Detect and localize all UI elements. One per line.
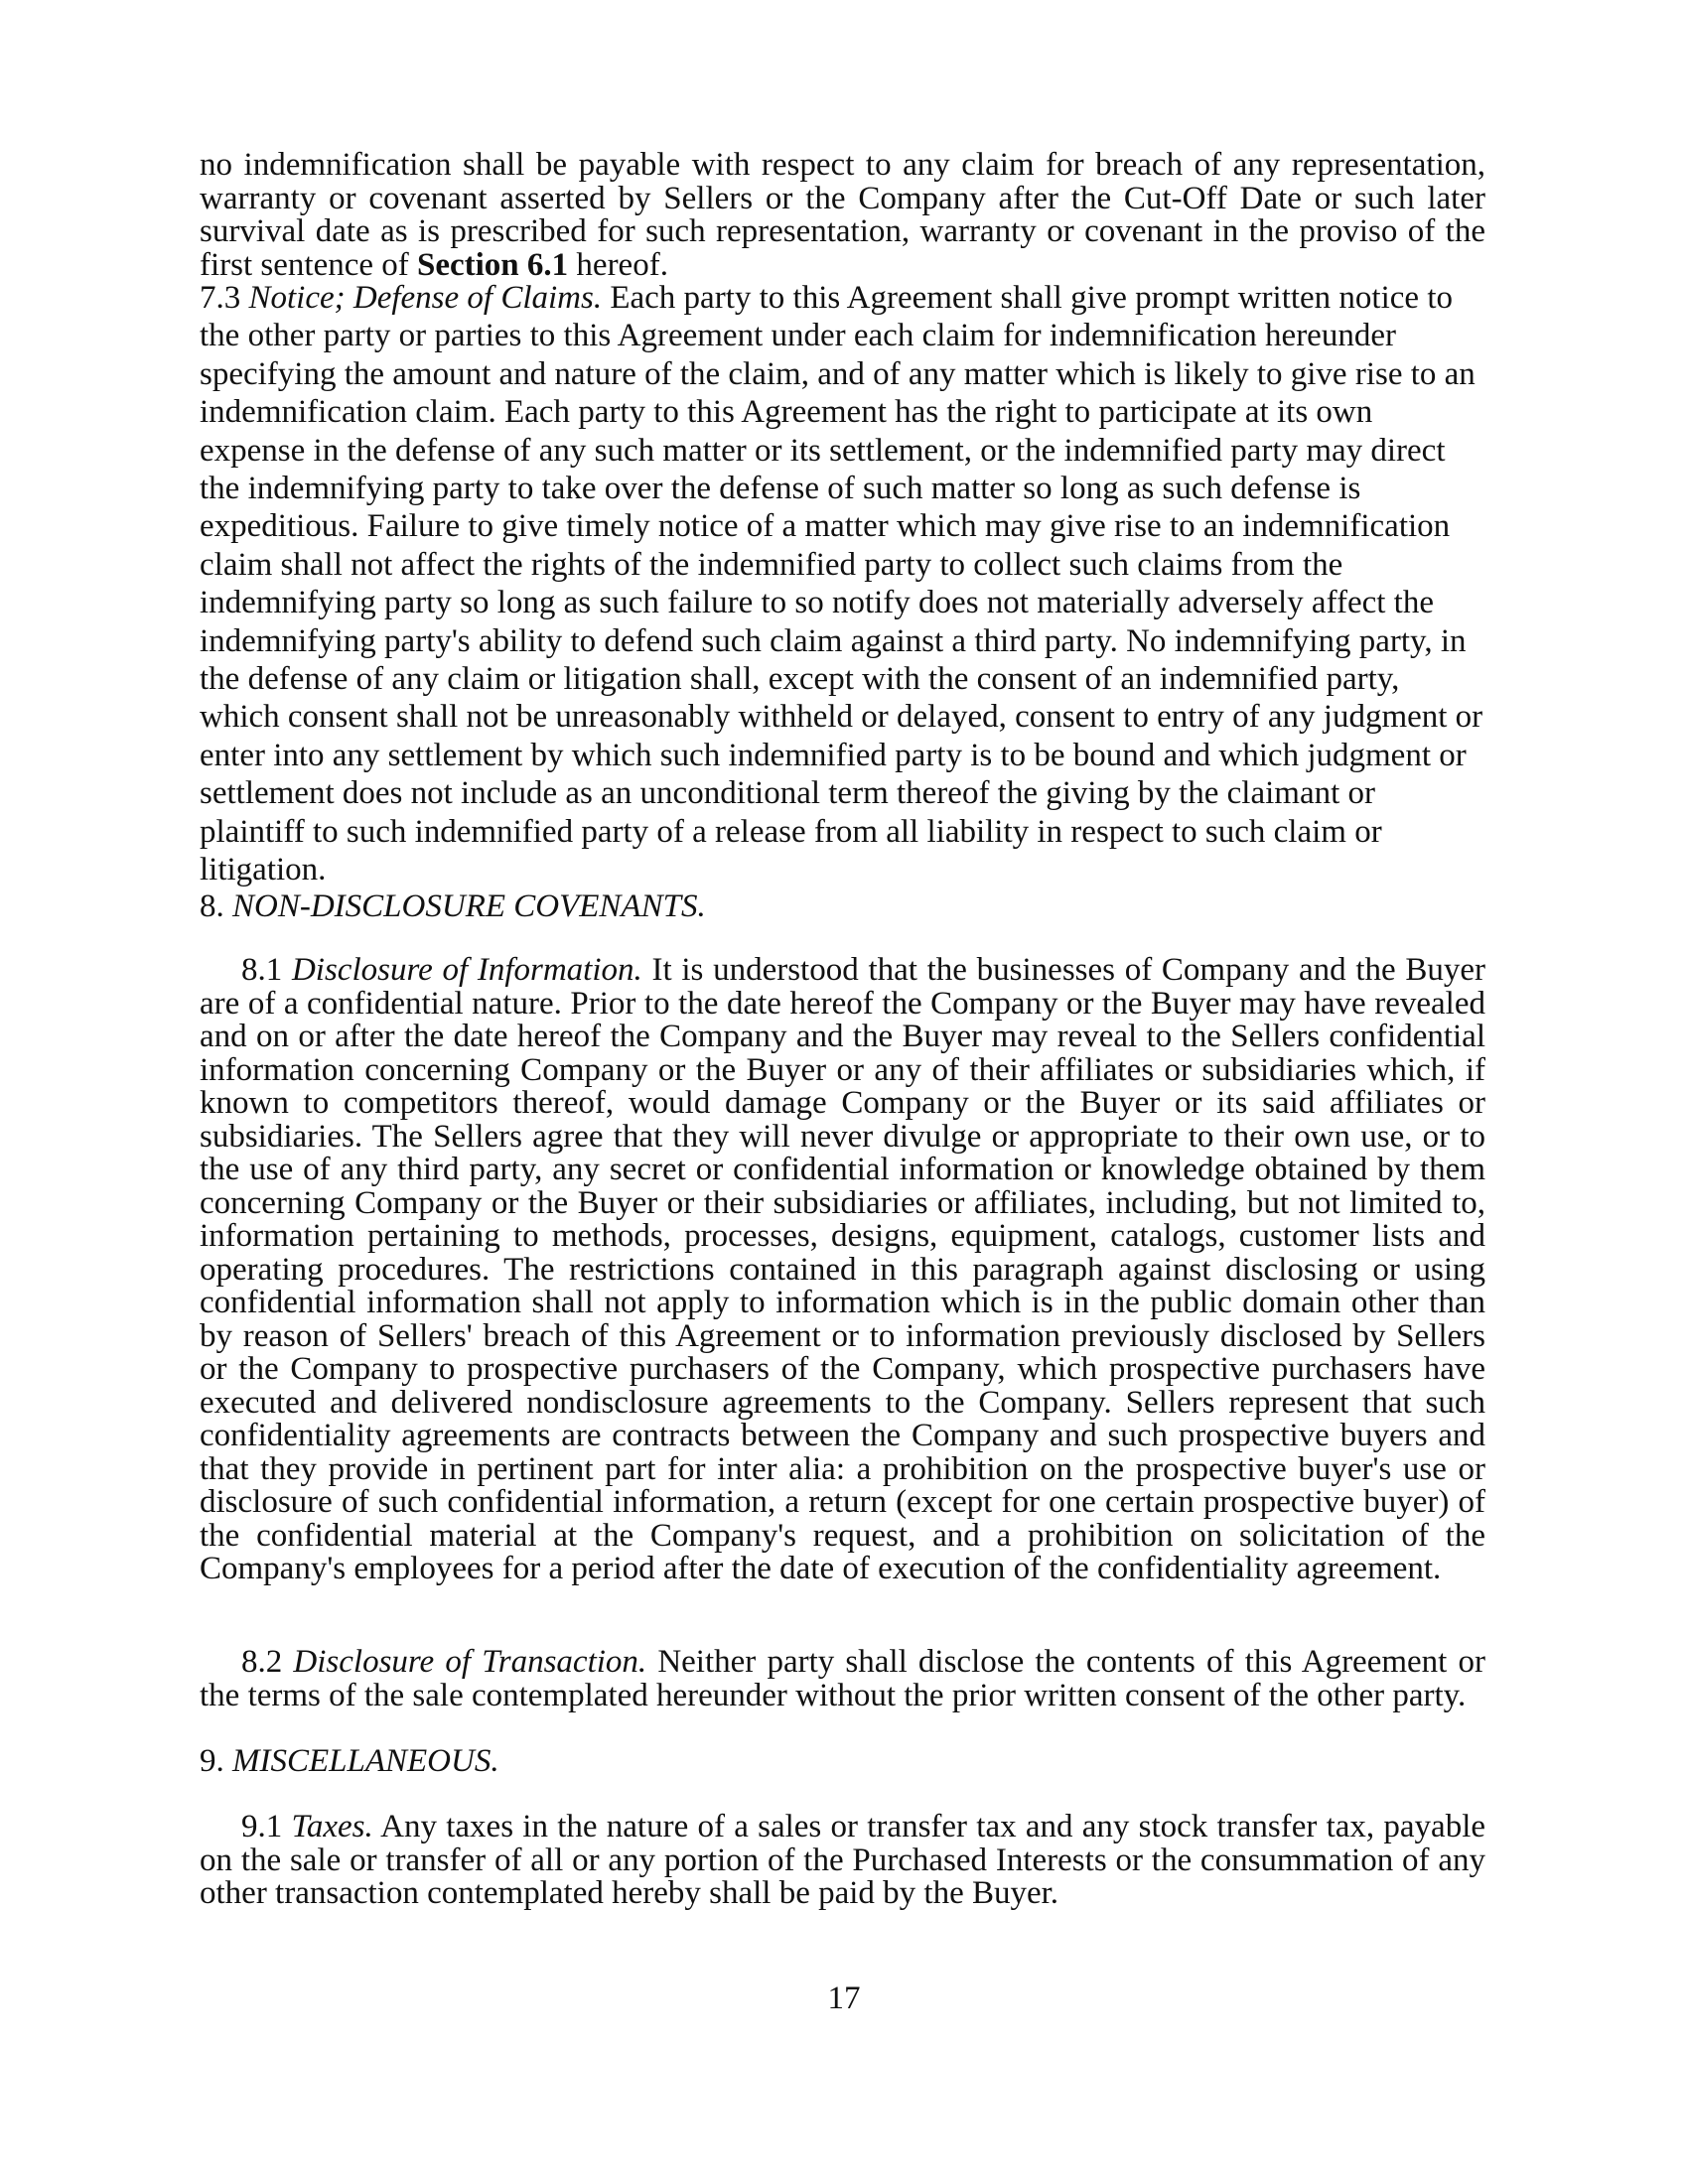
section-9-1-title: Taxes.: [291, 1809, 373, 1844]
section-8-1-body: It is understood that the businesses of Company and the Buyer are of a confidential nature. Prior to the date hereof the Company or the Buyer may have revealed and on or after the date hereof the Company and the Buyer may reveal to the Sellers confidential information concerning Company or the Buyer or any of their affiliates or subsidiaries which, if known to competitors thereof, would damage Company or the Buyer or its said affiliates or subsidiaries. The Sellers agree that they will never divulge or appropriate to their own use, or to the use of any third party, any secret or confidential information or knowledge obtained by them concerning Company or the Buyer or their subsidiaries or affiliates, including, but not limited to, information pertaining to methods, processes, designs, equipment, catalogs, customer lists and operating procedures. The restrictions contained in this paragraph against disclosing or using confidential information shall not apply to information which is in the public domain other than by reason of Sellers' breach of this Agreement or to information previously disclosed by Sellers or the Company to prospective purchasers of the Company, which prospective purchasers have executed and delivered nondisclosure agreements to the Company. Sellers represent that such confidentiality agreements are contracts between the Company and such prospective buyers and that they provide in pertinent part for inter alia: a prohibition on the prospective buyer's use or disclosure of such confidential information, a return (except for one certain prospective buyer) of the confidential material at the Company's request, and a prohibition on solicitation of the Company's employees for a period after the date of execution of the confidentiality agreement.: [200, 952, 1486, 1586]
section-9-number: 9.: [200, 1743, 232, 1779]
section-8-title: NON-DISCLOSURE COVENANTS.: [232, 888, 706, 924]
section-8-2-number: 8.2: [241, 1644, 294, 1680]
section-7-3: [200, 279, 1485, 889]
section-9-heading: [200, 1742, 499, 1780]
section-8-1-number: 8.1: [241, 952, 292, 988]
continuation-tail: hereof.: [568, 246, 668, 283]
continuation-text: no indemnification shall be payable with respect to any claim for breach of any representation, warranty or covenant asserted by Sellers or the Company after the Cut-Off Date or such later survival date as is prescribed for such representation, warranty or covenant in the proviso of the first sentence of: [200, 147, 1485, 283]
page-number: 17: [827, 1980, 861, 2016]
section-8-2-body: Neither party shall disclose the contents of this Agreement or the terms of the sale contemplated hereunder without the prior written consent of the other party.: [200, 1644, 1485, 1713]
section-9-1: [200, 1811, 1485, 1911]
section-8-2-title: Disclosure of Transaction.: [293, 1644, 647, 1680]
section-9-1-body: Any taxes in the nature of a sales or transfer tax and any stock transfer tax, payable on the sale or transfer of all or any portion of the Purchased Interests or the consummation of any other transaction contemplated hereby shall be paid by the Buyer.: [200, 1809, 1486, 1911]
section-8-1-title: Disclosure of Information.: [291, 952, 642, 988]
paragraph-continuation: [200, 149, 1485, 282]
section-8-2: [200, 1646, 1485, 1712]
section-8-number: 8.: [200, 888, 232, 924]
section-9-1-number: 9.1: [241, 1809, 292, 1844]
section-reference: Section 6.1: [417, 246, 569, 283]
section-8-heading: [200, 887, 706, 925]
section-7-3-body: Each party to this Agreement shall give prompt written notice to the other party or parties to this Agreement under each claim for indemnification hereunder specifying the amount and nature of the claim, and of any matter which is likely to give rise to an indemnification claim. Each party to this Agreement has the right to participate at its own expense in the defense of any such matter or its settlement, or the indemnified party may direct the indemnifying party to take over the defense of such matter so long as such defense is expeditious. Failure to give timely notice of a matter which may give rise to an indemnification claim shall not affect the rights of the indemnified party to collect such claims from the indemnifying party so long as such failure to so notify does not materially adversely affect the indemnifying party's ability to defend such claim against a third party. No indemnifying party, in the defense of any claim or litigation shall, except with the consent of an indemnified party, which consent shall not be unreasonably withheld or delayed, consent to entry of any judgment or enter into any settlement by which such indemnified party is to be bound and which judgment or settlement does not include as an unconditional term thereof the giving by the claimant or plaintiff to such indemnified party of a release from all liability in respect to such claim or litigation.: [200, 280, 1483, 888]
section-9-title: MISCELLANEOUS.: [232, 1743, 499, 1779]
section-7-3-title: Notice; Defense of Claims.: [248, 280, 603, 316]
section-7-3-number: 7.3: [200, 280, 249, 316]
section-8-1: [200, 954, 1485, 1586]
